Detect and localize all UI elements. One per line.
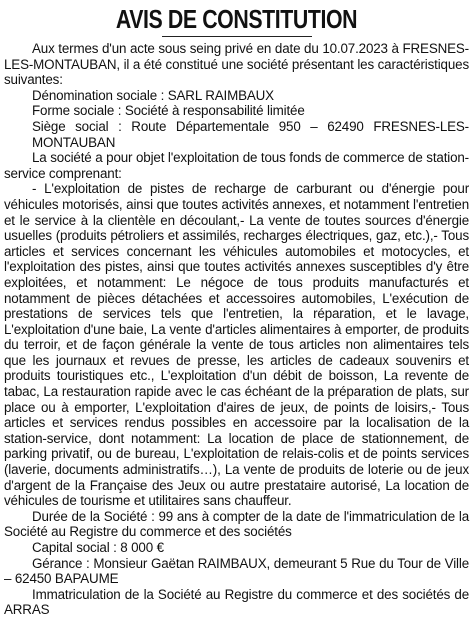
notice-title: AVIS DE CONSTITUTION — [115, 4, 358, 34]
capital-line: Capital social : 8 000 € — [32, 540, 164, 555]
legal-form-line: Forme sociale : Société à responsabilité limitée — [32, 103, 305, 119]
intro-paragraph: Aux termes d'un acte sous seing privé en date du 10.07.2023 à FRESNES-LES-MONTAUBAN, il a été constitué une société présentant les caractéristiques suivantes: — [4, 41, 469, 88]
management-paragraph: Gérance : Monsieur Gaëtan RAIMBAUX, demeurant 5 Rue du Tour de Ville – 62450 BAPAUME — [4, 555, 469, 587]
duration-paragraph: Durée de la Société : 99 ans à compter de la date de l'immatriculation de la Société au Registre du commerce et des sociétés — [4, 508, 469, 540]
registration-paragraph: Immatriculation de la Société au Registre du commerce et des sociétés de ARRAS — [4, 586, 469, 618]
head-office-line: Siège social : Route Départementale 950 – 62490 FRESNES-LES-MONTAUBAN — [32, 118, 469, 150]
purpose-details-paragraph: - L'exploitation de pistes de recharge de carburant ou d'énergie pour véhicules motorisés, ainsi que toutes activités annexes, et notamment l'entretien et le service à la clientèle en découlant,- La vente de toutes sources d'énergie usuelles (produits pétroliers et assimilés, recharges électriques, gaz, etc.),- Tous articles et services concernant les véhicules automobiles et motocycles, et l'exploitation des pistes, ainsi que toutes activités annexes susceptibles d'y être exploitées, et notamment: Le négoce de tous produits manufacturés et notamment de pièces détachées et accessoires automobiles, L'exécution de prestations de services tels que l'entretien, la réparation, et le lavage, L'exploitation d'une baie, La vente d'articles alimentaires à emporter, de produits du terroir, et de façon générale la vente de tous articles non alimentaires tels que les journaux et revues de presse, les articles de cadeaux souvenirs et produits touristiques etc., L'exploitation d'un débit de boisson, La revente de tabac, La restauration rapide avec le cas échéant de la préparation de plats, sur place ou à emporter, L'exploitation d'aires de jeux, de points de loisirs,- Tous articles et services rendus possibles en accessoire par la localisation de la station-service, dont notamment: La location de place de stationnement, de parking privatif, ou de bureau, L'exploitation de relais-colis et de points services (laverie, documents administratifs…), La vente de produits de loterie ou de jeux d'argent de la Française des Jeux ou autre prestataire autorisé, La location de véhicules de tourisme et utilitaires sans chauffeur. — [4, 181, 469, 509]
title-underline-divider — [162, 36, 312, 37]
purpose-intro-paragraph: La société a pour objet l'exploitation de tous fonds de commerce de station-service comprenant: — [4, 150, 469, 181]
notice-body — [4, 41, 469, 618]
denomination-line: Dénomination sociale : SARL RAIMBAUX — [32, 87, 274, 103]
